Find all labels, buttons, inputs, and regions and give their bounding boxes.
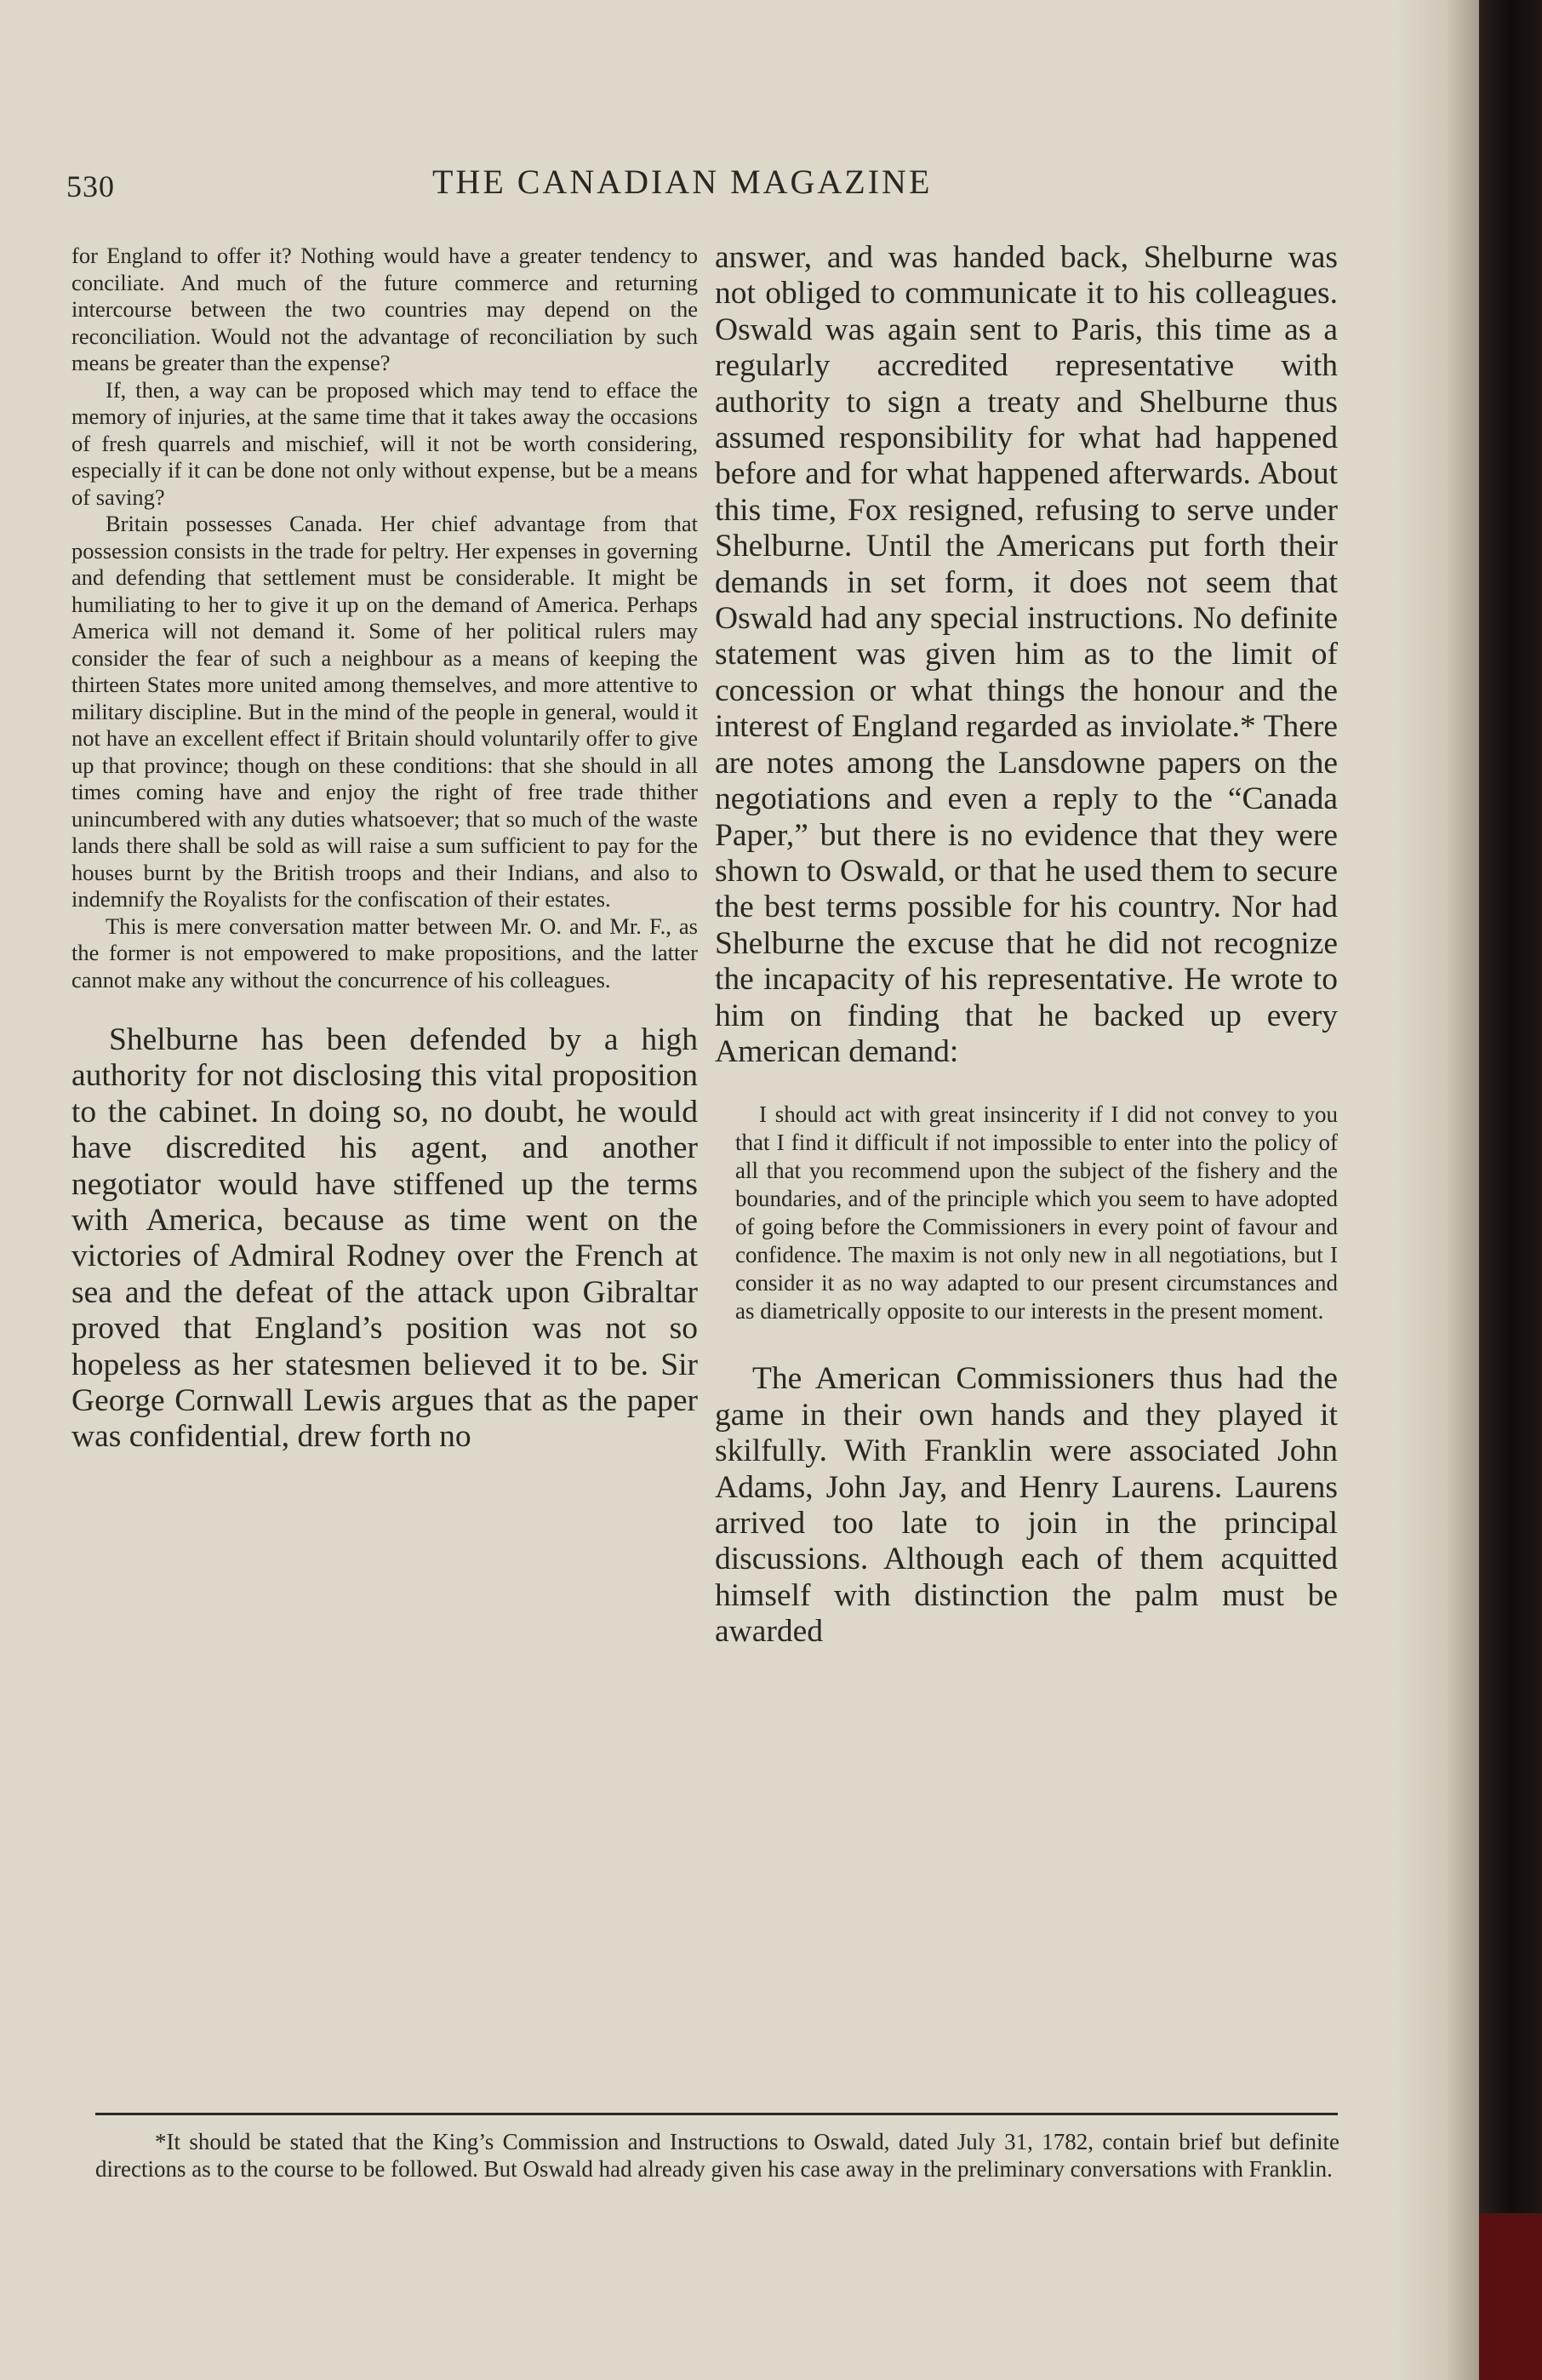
footnote: *It should be stated that the King’s Commission and Instructions to Oswald, dated July 31, 1782, contain brief but definite directions as to the course to be followed. But Oswald had already given his case away in the preliminary conversations with Franklin.: [95, 2129, 1339, 2182]
page-header: [66, 162, 1343, 213]
body-text: [715, 240, 1338, 1070]
quoted-paragraph: This is mere conversation matter between Mr. O. and Mr. F., as the former is not empowered to make propositions, and the latter cannot make any without the concurrence of his colleagues.: [71, 913, 698, 993]
page-edge-shadow: [1396, 0, 1479, 2380]
running-title: THE CANADIAN MAGAZINE: [432, 163, 933, 201]
body-paragraph: Shelburne has been defended by a high authority for not disclosing this vital proposition to the cabinet. In doing so, no doubt, he would have discredited his agent, and another negotiator would have stiffened up the terms with America, because as time went on the victories of Admiral Rodney over the French at sea and the defeat of the attack upon Gibraltar proved that England’s position was not so hopeless as her statesmen believed it to be. Sir George Cornwall Lewis argues that as the paper was confidential, drew forth no: [71, 1022, 698, 1455]
quoted-paragraph: Britain possesses Canada. Her chief advantage from that possession consists in the trade for peltry. Her expenses in governing and defending that settlement must be considerable. It might be humiliating to her to give it up on the demand of America. Perhaps America will not demand it. Some of her political rulers may consider the fear of such a neighbour as a means of keeping the thirteen States more united among themselves, and more attentive to military discipline. But in the mind of the people in general, would it not have an excellent effect if Britain should voluntarily offer to give up that province; though on these conditions: that she should in all times coming have and enjoy the right of free trade thither unincumbered with any duties whatsoever; that so much of the waste lands there shall be sold as will raise a sum sufficient to pay for the houses burnt by the British troops and their Indians, and also to indemnify the Royalists for the confiscation of their estates.: [71, 511, 698, 912]
left-column: [71, 243, 698, 1456]
book-spine: [1479, 0, 1542, 2380]
page-number: 530: [66, 169, 115, 203]
footnote-divider: [95, 2113, 1338, 2115]
body-paragraph: answer, and was handed back, Shelburne was not obliged to communicate it to his colleagues. Oswald was again sent to Paris, this time as a regularly accredited representative with authority to sign a treaty and Shelburne thus assumed responsibility for what had happened before and for what happened afterwards. About this time, Fox resigned, refusing to serve under Shelburne. Until the Americans put forth their demands in set form, it does not seem that Oswald had any special instructions. No definite statement was given him as to the limit of concession or what things the honour and the interest of England regarded as inviolate.* There are notes among the Lansdowne papers on the negotiations and even a reply to the “Canada Paper,” but there is no evidence that they were shown to Oswald, or that he used them to secure the best terms possible for his country. Nor had Shelburne the excuse that he did not recognize the incapacity of his representative. He wrote to him on finding that he backed up every American demand:: [715, 240, 1338, 1069]
body-text: [71, 1022, 698, 1456]
body-paragraph: The American Commissioners thus had the game in their own hands and they played it skilfully. With Franklin were associated John Adams, John Jay, and Henry Laurens. Laurens arrived too late to join in the principal discussions. Although each of them acquitted himself with distinction the palm must be awarded: [715, 1361, 1338, 1650]
quoted-paragraph: If, then, a way can be proposed which may tend to efface the memory of injuries, at the same time that it takes away the occasions of fresh quarrels and mischief, will it not be worth considering, especially if it can be done not only without expense, but be a means of saving?: [71, 376, 698, 510]
quoted-paragraph: for England to offer it? Nothing would have a greater tendency to conciliate. And much of the future commerce and returning intercourse between the two countries may depend on the reconciliation. Would not the advantage of reconciliation by such means be greater than the expense?: [71, 243, 698, 375]
letter-quote: I should act with great insincerity if I did not convey to you that I find it difficult if not impossible to enter into the policy of all that you recommend upon the subject of the fishery and the boundaries, and of the principle which you seem to have adopted of going before the Commissioners in every point of favour and confidence. The maxim is not only new in all negotiations, but I consider it as no way adapted to our present circumstances and as diametrically opposite to our interests in the present moment.: [735, 1101, 1338, 1324]
body-text: [715, 1361, 1338, 1650]
book-spine-red-band: [1479, 2213, 1542, 2380]
quoted-document: [71, 243, 698, 993]
right-column: [715, 240, 1338, 1651]
